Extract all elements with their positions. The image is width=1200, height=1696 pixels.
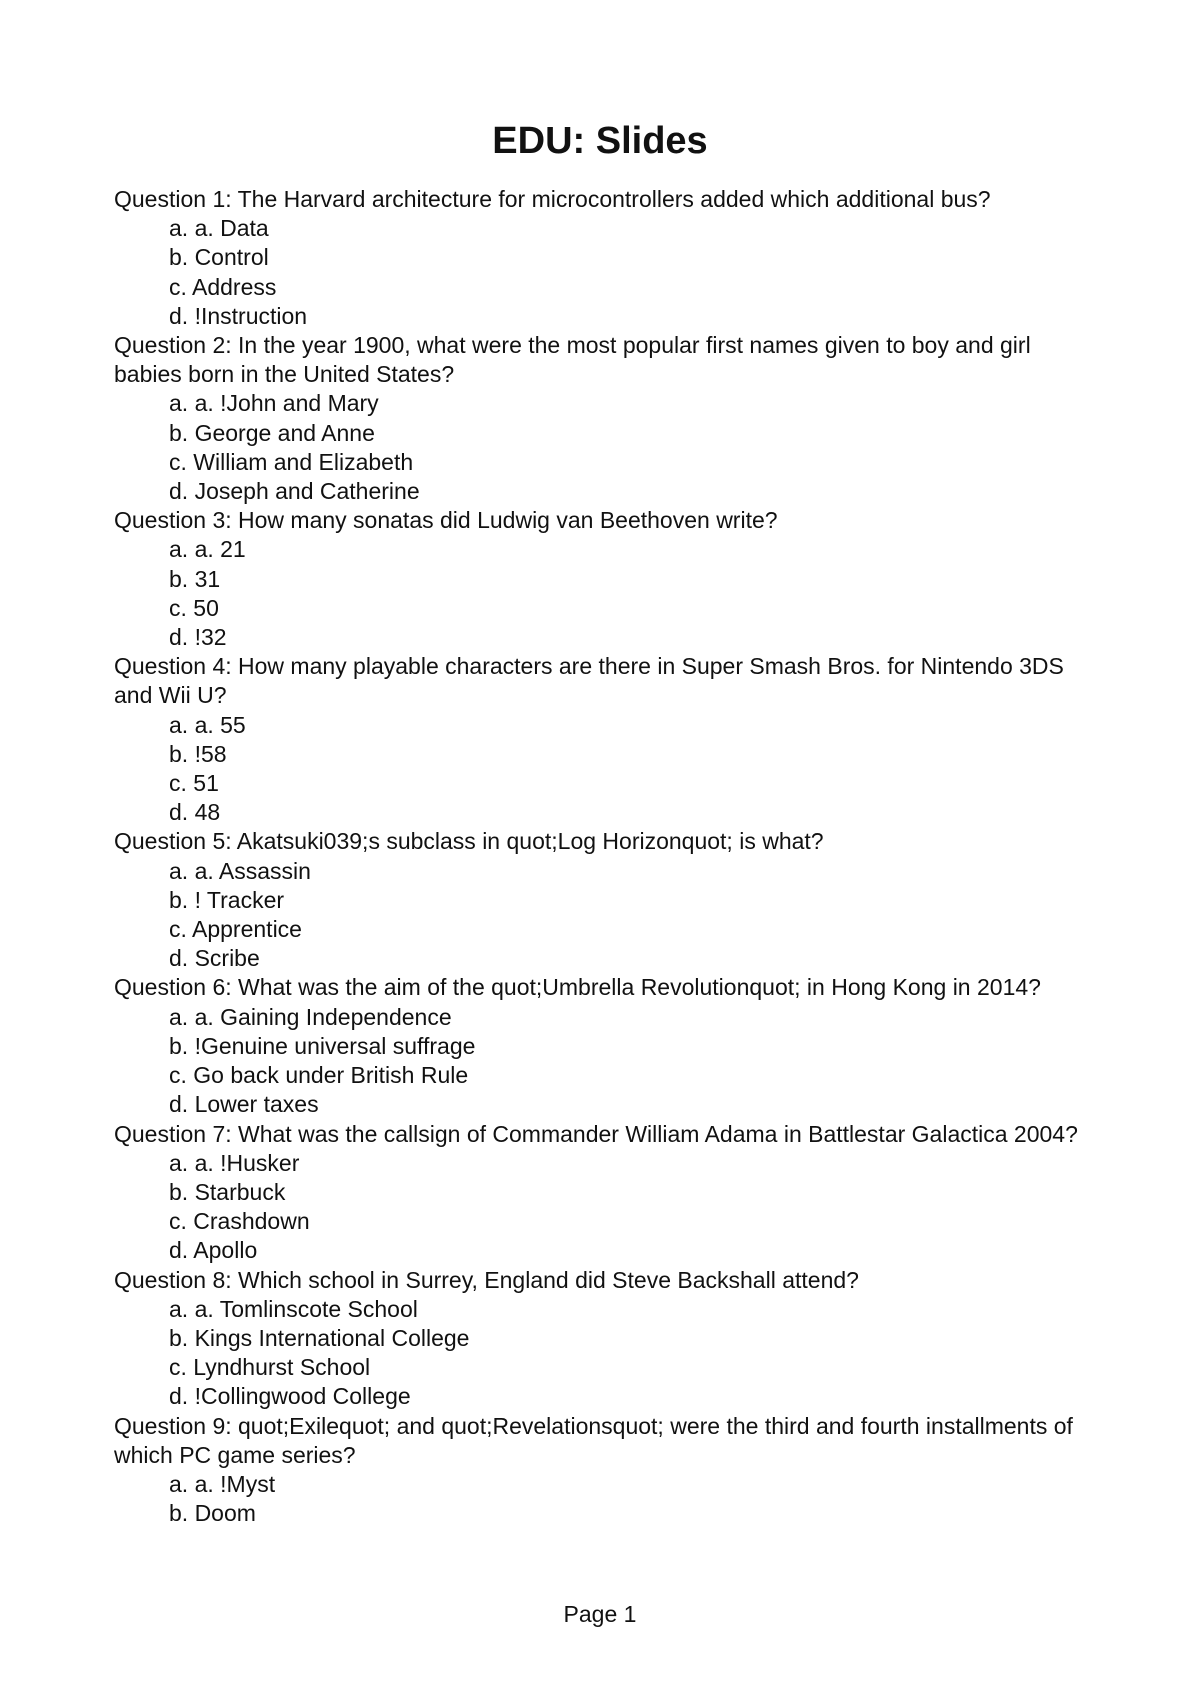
answer-option: b. !58 [169,740,227,767]
answer-option: b. !Genuine universal suffrage [169,1032,476,1059]
answer-options [114,857,1104,974]
answer-option: d. Scribe [169,945,260,972]
question-text: Question 2: In the year 1900, what were the most popular first names given to boy and girl babies born in the United States? [114,332,1031,388]
answer-options [114,535,1104,652]
answer-option: d. Apollo [169,1237,258,1264]
answer-option: a. a. Assassin [169,857,311,884]
answer-option: b. ! Tracker [169,886,285,913]
answer-option: a. a. !Myst [169,1470,276,1497]
answer-option: c. Apprentice [169,916,302,943]
question-text: Question 5: Akatsuki039;s subclass in quot;Log Horizonquot; is what? [114,828,824,855]
question-7 [114,1120,1104,1266]
question-text: Question 9: quot;Exilequot; and quot;Revelationsquot; were the third and fourth installments of which PC game series? [114,1412,1073,1468]
answer-options [114,214,1104,331]
answer-options [114,1295,1104,1412]
answer-option: d. 48 [169,799,221,826]
answer-option: a. a. 55 [169,711,246,738]
answer-option: d. !Collingwood College [169,1383,411,1410]
question-1 [114,185,1104,331]
question-2 [114,331,1104,506]
question-text: Question 8: Which school in Surrey, England did Steve Backshall attend? [114,1266,859,1293]
question-list [114,185,1104,1528]
answer-option: c. Crashdown [169,1208,310,1235]
answer-option: b. Control [169,244,269,271]
question-text: Question 1: The Harvard architecture for microcontrollers added which additional bus? [114,186,991,212]
question-9 [114,1412,1104,1529]
answer-option: c. William and Elizabeth [169,448,414,475]
answer-option: a. a. 21 [169,536,246,563]
answer-option: c. 50 [169,594,219,621]
answer-option: b. Starbuck [169,1178,286,1205]
answer-option: b. George and Anne [169,419,375,446]
answer-option: d. !Instruction [169,302,308,329]
document-title: EDU: Slides [492,120,708,162]
answer-options [114,1149,1104,1266]
answer-options [114,1003,1104,1120]
answer-option: a. a. Gaining Independence [169,1003,452,1030]
answer-option: b. 31 [169,565,221,592]
answer-options [114,389,1104,506]
answer-option: a. a. !John and Mary [169,390,379,417]
page-number: Page 1 [563,1601,637,1627]
question-6 [114,973,1104,1119]
question-5 [114,827,1104,973]
answer-option: b. Kings International College [169,1324,470,1351]
answer-option: b. Doom [169,1500,256,1527]
question-4 [114,652,1104,827]
answer-options [114,711,1104,828]
question-8 [114,1266,1104,1412]
answer-option: c. Address [169,273,277,300]
answer-option: d. Joseph and Catherine [169,478,420,505]
question-text: Question 4: How many playable characters are there in Super Smash Bros. for Nintendo 3DS and Wii U? [114,653,1064,709]
answer-option: a. a. Tomlinscote School [169,1295,418,1322]
answer-option: c. 51 [169,770,219,797]
question-text: Question 7: What was the callsign of Commander William Adama in Battlestar Galactica 2004? [114,1120,1078,1147]
answer-option: a. a. Data [169,215,269,242]
answer-options [114,1470,1104,1528]
answer-option: c. Lyndhurst School [169,1354,371,1381]
question-3 [114,506,1104,652]
answer-option: d. !32 [169,624,227,651]
answer-option: c. Go back under British Rule [169,1062,469,1089]
question-text: Question 3: How many sonatas did Ludwig van Beethoven write? [114,507,778,534]
answer-option: a. a. !Husker [169,1149,300,1176]
answer-option: d. Lower taxes [169,1091,319,1118]
question-text: Question 6: What was the aim of the quot;Umbrella Revolutionquot; in Hong Kong in 2014? [114,974,1041,1001]
